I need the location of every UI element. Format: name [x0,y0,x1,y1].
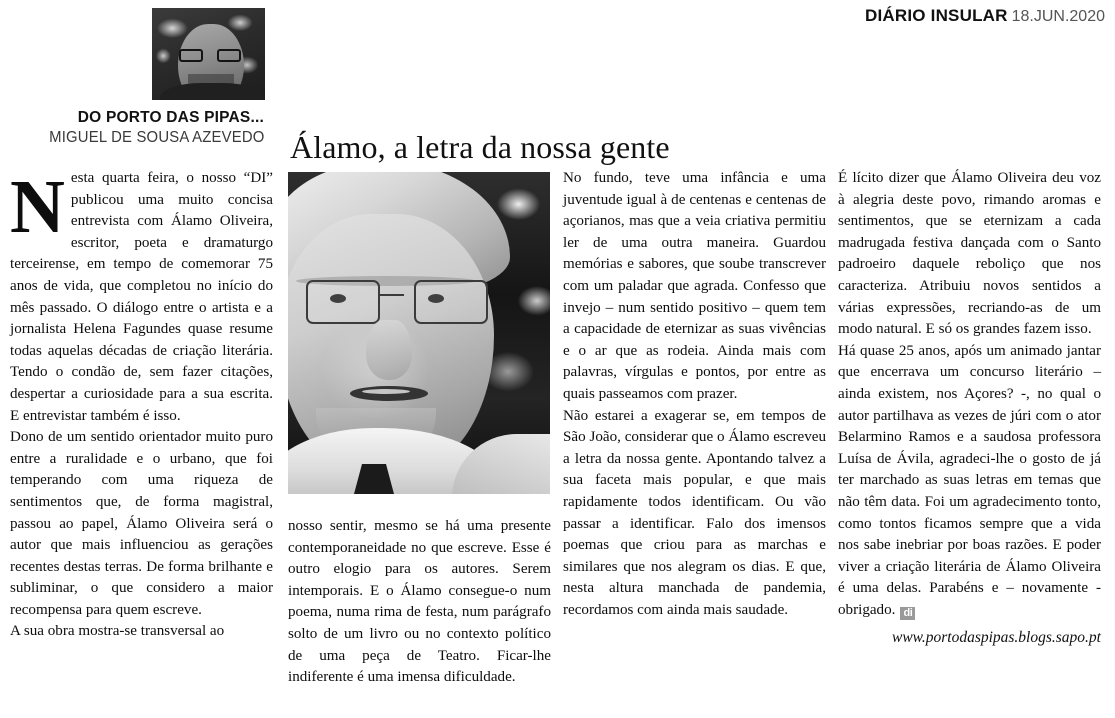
author-name: MIGUEL DE SOUSA AZEVEDO [49,129,265,146]
paragraph: No fundo, teve uma infância e uma juventude igual à de centenas e centenas de açorianos, mas que a veia criativa permitiu ler de uma outra maneira. Guardou memórias e sabores, que soube transcrever com um paladar que agrada. Confesso que invejo – num sentido positivo – quem tem a capacidade de eternizar as suas vivências e o ar que as rodeia. Ainda mais com palavras, vírgulas e pontos, por entre as quais passeamos com prazer. [563,170,826,402]
masthead [865,6,1105,26]
article-body [10,165,1106,712]
blog-url[interactable]: www.portodaspipas.blogs.sapo.pt [891,629,1101,647]
paper-name: DIÁRIO INSULAR [865,6,1008,25]
paragraph-with-endmark [838,341,1101,622]
glasses-icon [179,49,241,62]
article-column-4 [838,168,1101,649]
author-block [0,0,272,147]
paragraph: nosso sentir, mesmo se há uma presente contemporaneidade no que escreve. Esse é outro elogio para os autores. Serem intemporais. E o Álamo consegue-o num poema, numa rima de festa, num parágrafo solto de um livro ou no contexto político de uma peça de Teatro. Ficar-lhe indiferente é uma imensa dificuldade. [288,518,551,686]
author-portrait-photo [152,8,265,100]
article-column-2 [288,516,551,689]
article-column-1 [10,165,273,643]
paragraph: É lícito dizer que Álamo Oliveira deu voz à alegria deste povo, rimando aromas e sentimentos, que se eternizam a cada madrugada festiva dançada com o Santo padroeiro daquele reboliço que nos caracteriza. Atribuiu novos sentidos a várias expressões, recriando-as de um modo natural. E só os grandes fazem isso. [838,170,1101,338]
paragraph: A sua obra mostra-se transversal ao [10,623,225,640]
column-kicker: DO PORTO DAS PIPAS... [77,109,264,126]
article-headline: Álamo, a letra da nossa gente [290,129,670,166]
end-mark-logo-icon: di [900,607,915,620]
article-column-3 [563,168,826,621]
issue-date: 18.JUN.2020 [1011,8,1105,25]
portrait-shoulders [160,83,264,100]
paragraph: Não estarei a exagerar se, em tempos de São João, considerar que o Álamo escreveu a letra da nossa gente. Apontando talvez a sua faceta mais popular, e que mais rapidamente todos identificam. Ou vão passar a identificar. Falo dos imensos poemas que criou para as marchas e similares que nos alegram os dias. E que, nesta altura manchada de pandemia, recordamos com ainda mais saudade. [563,407,826,618]
paragraph: Nesta quarta feira, o nosso “DI” publicou uma muito concisa entrevista com Álamo Oliveira, escritor, poeta e dramaturgo terceirense, em tempo de comemorar 75 anos de vida, que completou no início do mês passado. O diálogo entre o artista e a jornalista Helena Fagundes quase resume todas aquelas décadas de criação literária. Tendo o condão de, sem fazer citações, despertar a curiosidade para a sua escrita. E entrevistar também é isso. [10,165,273,424]
paragraph-text: Há quase 25 anos, após um animado jantar que encerrava um concurso literário – ainda existem, nos Açores? -, no qual o autor partilhava as vezes de júri com o ator Belarmino Ramos e a saudosa professora Luísa de Ávila, agradeci-lhe o gosto de já ter marchado as suas letras em temas que não têm data. Foi um agradecimento tonto, como tontos ficamos sempre que a vida nos sabe inebriar por boas razões. E poder viver a criação literária de Álamo Oliveira é uma delas. Parabéns e – novamente - obrigado. [838,342,1101,618]
paragraph: Dono de um sentido orientador muito puro entre a ruralidade e o urbano, que foi temperando com uma riqueza de sentimentos que, de forma magistral, passou ao papel, Álamo Oliveira será o autor que mais influenciou as gerações recentes destas terras. De forma brilhante e subliminar, o que considero a maior recompensa para quem escreve. [10,429,273,618]
